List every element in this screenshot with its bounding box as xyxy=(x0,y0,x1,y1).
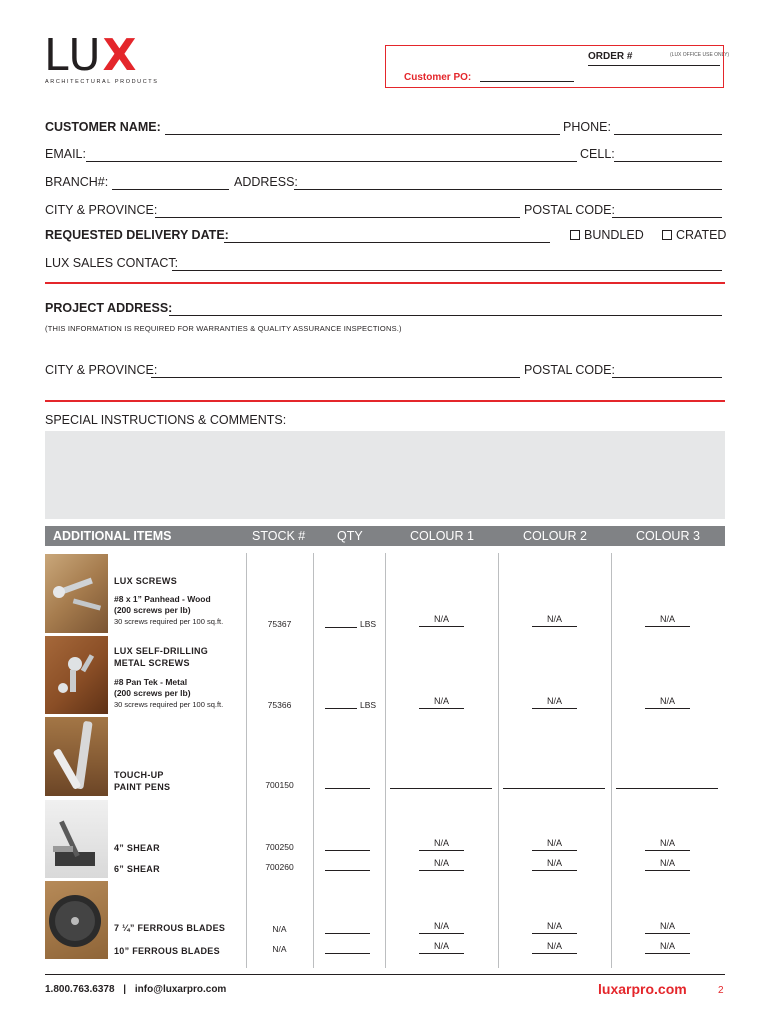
footer-separator: | xyxy=(123,984,127,995)
column-divider xyxy=(313,553,314,968)
logo-letters: LU xyxy=(44,30,103,81)
logo-x: X xyxy=(102,30,139,81)
footer-contact xyxy=(45,984,226,995)
colour-3-field[interactable] xyxy=(645,626,690,627)
stock-number: 700260 xyxy=(265,862,294,872)
colour-1-field[interactable] xyxy=(419,850,464,851)
city-province-label: CITY & PROVINCE: xyxy=(45,203,158,217)
stock-number: 75366 xyxy=(267,700,292,710)
colour-na: N/A xyxy=(659,858,675,868)
project-address-label: PROJECT ADDRESS: xyxy=(45,301,173,315)
header-colour-2: COLOUR 2 xyxy=(523,529,587,543)
qty-unit: LBS xyxy=(360,700,377,710)
page-number: 2 xyxy=(718,985,724,996)
address-field[interactable] xyxy=(294,189,722,190)
stock-number: 700150 xyxy=(265,780,294,790)
product-desc: (200 screws per lb) xyxy=(114,605,191,615)
stock-number: 700250 xyxy=(265,842,294,852)
customer-po-label: Customer PO: xyxy=(404,72,472,83)
column-divider xyxy=(498,553,499,968)
product-name: LUX SELF-DRILLING xyxy=(114,646,209,656)
colour-3-field[interactable] xyxy=(645,708,690,709)
colour-na: N/A xyxy=(659,941,675,951)
shear-photo xyxy=(45,800,108,878)
colour-na: N/A xyxy=(433,941,449,951)
sales-contact-field[interactable] xyxy=(172,270,722,271)
phone-field[interactable] xyxy=(614,134,722,135)
product-desc: #8 x 1” Panhead - Wood xyxy=(114,594,211,604)
city-province-field[interactable] xyxy=(155,217,520,218)
colour-na: N/A xyxy=(546,614,562,624)
product-name: 4” SHEAR xyxy=(114,843,160,853)
address-label: ADDRESS: xyxy=(234,175,298,189)
colour-na: N/A xyxy=(659,921,675,931)
footer-website-link[interactable]: luxarpro.com xyxy=(598,981,687,997)
cell-label: CELL: xyxy=(580,147,615,161)
special-instructions-label: SPECIAL INSTRUCTIONS & COMMENTS: xyxy=(45,413,287,427)
qty-field[interactable] xyxy=(325,788,370,789)
colour-na: N/A xyxy=(433,614,449,624)
product-note: 30 screws required per 100 sq.ft. xyxy=(114,617,224,626)
colour-2-field[interactable] xyxy=(532,953,577,954)
stock-number: N/A xyxy=(272,924,287,934)
phone-label: PHONE: xyxy=(563,120,611,134)
colour-na: N/A xyxy=(433,921,449,931)
crated-label: CRATED xyxy=(676,228,727,242)
product-name: LUX SCREWS xyxy=(114,576,178,586)
customer-name-field[interactable] xyxy=(165,134,560,135)
column-divider xyxy=(611,553,612,968)
section-divider xyxy=(45,282,725,284)
colour-3-field[interactable] xyxy=(616,788,718,789)
product-note: 30 screws required per 100 sq.ft. xyxy=(114,700,224,709)
colour-3-field[interactable] xyxy=(645,933,690,934)
colour-na: N/A xyxy=(546,921,562,931)
cell-field[interactable] xyxy=(614,161,722,162)
colour-na: N/A xyxy=(433,858,449,868)
qty-field[interactable] xyxy=(325,953,370,954)
product-name: TOUCH-UP xyxy=(114,770,164,780)
customer-name-label: CUSTOMER NAME: xyxy=(45,120,161,134)
footer-divider xyxy=(45,974,725,975)
colour-3-field[interactable] xyxy=(645,850,690,851)
stock-number: N/A xyxy=(272,944,287,954)
project-postal-code-label: POSTAL CODE: xyxy=(524,363,615,377)
colour-1-field[interactable] xyxy=(390,788,492,789)
qty-field[interactable] xyxy=(325,708,357,709)
colour-na: N/A xyxy=(659,838,675,848)
saw-blade-icon xyxy=(45,881,108,959)
product-name: METAL SCREWS xyxy=(114,658,190,668)
stock-number: 75367 xyxy=(267,619,292,629)
colour-2-field[interactable] xyxy=(532,850,577,851)
bundled-checkbox[interactable] xyxy=(570,230,580,240)
colour-na: N/A xyxy=(546,858,562,868)
pen-icon xyxy=(45,717,108,796)
colour-3-field[interactable] xyxy=(645,953,690,954)
colour-na: N/A xyxy=(659,696,675,706)
shear-icon xyxy=(45,800,108,878)
header-colour-1: COLOUR 1 xyxy=(410,529,474,543)
footer-phone: 1.800.763.6378 xyxy=(45,984,115,995)
project-address-field[interactable] xyxy=(169,315,722,316)
branch-field[interactable] xyxy=(112,189,229,190)
comments-textarea[interactable] xyxy=(45,431,725,519)
order-number-field[interactable] xyxy=(588,65,720,66)
metal-screws-photo xyxy=(45,636,108,714)
header-colour-3: COLOUR 3 xyxy=(636,529,700,543)
logo-tagline: ARCHITECTURAL PRODUCTS xyxy=(45,79,159,85)
paint-pens-photo xyxy=(45,717,108,796)
product-name: 10” FERROUS BLADES xyxy=(114,946,220,956)
crated-checkbox[interactable] xyxy=(662,230,672,240)
bundled-label: BUNDLED xyxy=(584,228,644,242)
colour-na: N/A xyxy=(546,838,562,848)
warranty-note: (THIS INFORMATION IS REQUIRED FOR WARRANTIES & QUALITY ASSURANCE INSPECTIONS.) xyxy=(45,324,402,333)
colour-2-field[interactable] xyxy=(532,708,577,709)
colour-1-field[interactable] xyxy=(419,953,464,954)
postal-code-field[interactable] xyxy=(612,217,722,218)
colour-1-field[interactable] xyxy=(419,626,464,627)
office-use-note: (LUX OFFICE USE ONLY) xyxy=(670,52,730,58)
qty-field[interactable] xyxy=(325,870,370,871)
screws-photo xyxy=(45,554,108,633)
qty-field[interactable] xyxy=(325,933,370,934)
product-desc: (200 screws per lb) xyxy=(114,688,191,698)
colour-na: N/A xyxy=(659,614,675,624)
email-field[interactable] xyxy=(86,161,577,162)
product-name: 6” SHEAR xyxy=(114,864,160,874)
header-stock: STOCK # xyxy=(252,529,306,543)
colour-na: N/A xyxy=(433,696,449,706)
header-qty: QTY xyxy=(337,529,363,543)
colour-na: N/A xyxy=(546,696,562,706)
delivery-date-field[interactable] xyxy=(224,242,550,243)
qty-unit: LBS xyxy=(360,619,377,629)
colour-1-field[interactable] xyxy=(419,933,464,934)
header-additional-items: ADDITIONAL ITEMS xyxy=(53,529,172,543)
qty-field[interactable] xyxy=(325,850,370,851)
colour-2-field[interactable] xyxy=(532,870,577,871)
colour-1-field[interactable] xyxy=(419,870,464,871)
sales-contact-label: LUX SALES CONTACT: xyxy=(45,256,179,270)
colour-2-field[interactable] xyxy=(503,788,605,789)
colour-na: N/A xyxy=(546,941,562,951)
order-number-label: ORDER # xyxy=(588,51,633,62)
email-label: EMAIL: xyxy=(45,147,86,161)
colour-3-field[interactable] xyxy=(645,870,690,871)
screw-icon xyxy=(45,636,108,714)
project-postal-code-field[interactable] xyxy=(612,377,722,378)
delivery-date-label: REQUESTED DELIVERY DATE: xyxy=(45,228,229,242)
product-name: PAINT PENS xyxy=(114,782,171,792)
section-divider xyxy=(45,400,725,402)
colour-1-field[interactable] xyxy=(419,708,464,709)
screw-icon xyxy=(45,554,108,633)
postal-code-label: POSTAL CODE: xyxy=(524,203,615,217)
colour-na: N/A xyxy=(433,838,449,848)
footer-email[interactable]: info@luxarpro.com xyxy=(134,984,227,995)
product-name: 7 ¼” FERROUS BLADES xyxy=(114,923,226,933)
column-divider xyxy=(385,553,386,968)
blade-photo xyxy=(45,881,108,959)
qty-field[interactable] xyxy=(325,627,357,628)
column-divider xyxy=(246,553,247,968)
colour-2-field[interactable] xyxy=(532,626,577,627)
product-desc: #8 Pan Tek - Metal xyxy=(114,677,188,687)
customer-po-field[interactable] xyxy=(480,81,574,82)
branch-label: BRANCH#: xyxy=(45,175,109,189)
lux-logo xyxy=(44,30,139,81)
project-city-province-label: CITY & PROVINCE: xyxy=(45,363,158,377)
colour-2-field[interactable] xyxy=(532,933,577,934)
project-city-province-field[interactable] xyxy=(151,377,520,378)
